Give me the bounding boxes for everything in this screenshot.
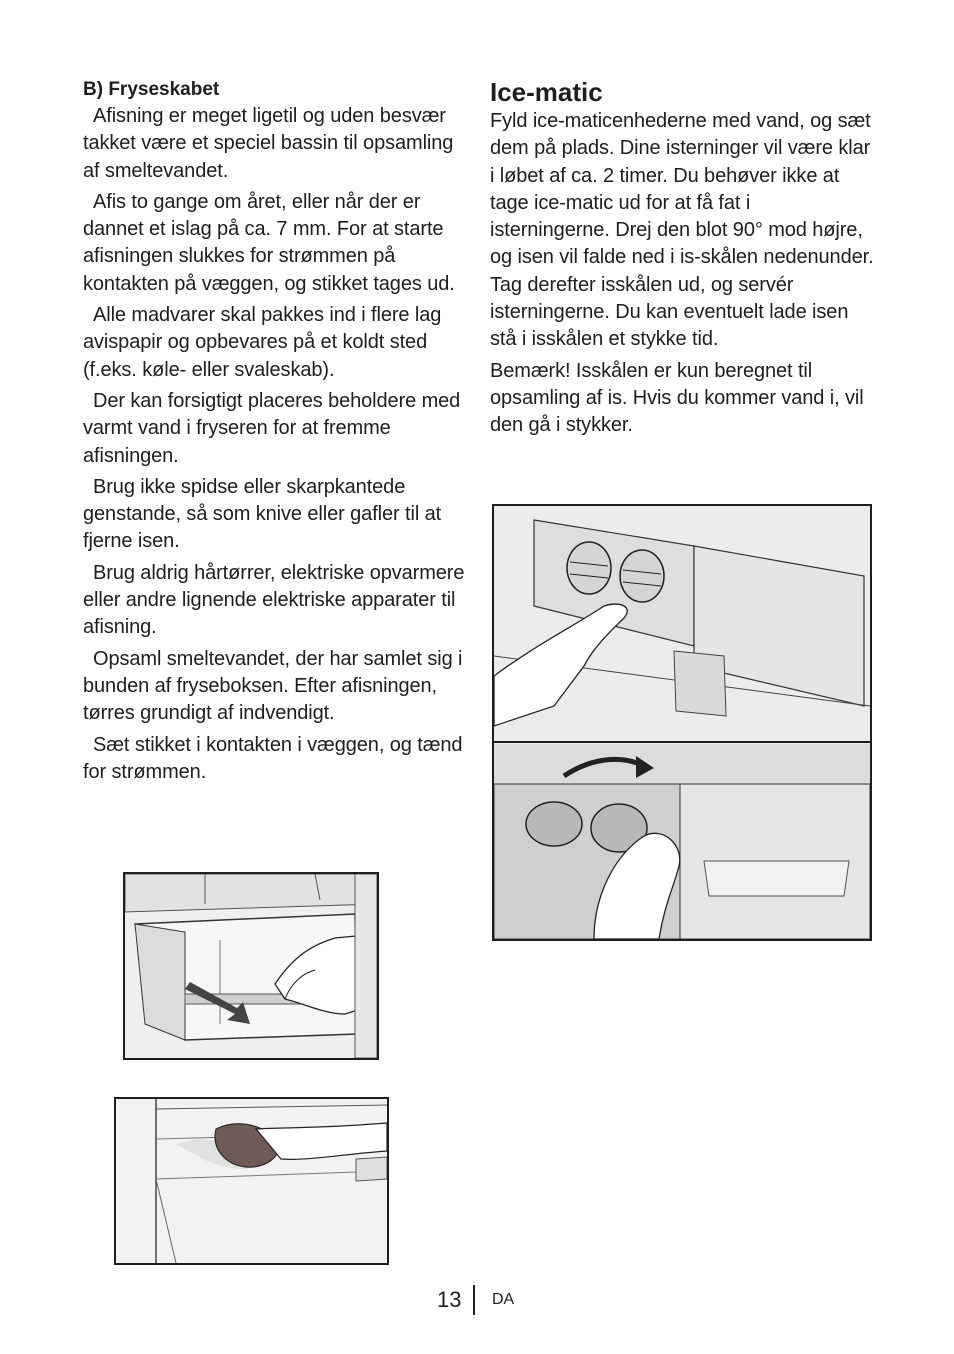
icematic-heading: Ice-matic [490, 77, 603, 107]
drawer-removal-illustration [123, 872, 379, 1060]
freezer-paragraph-6: Brug aldrig hårtørrer, elektriske opvarmere eller andre lignende elektriske apparater til afisning. [83, 561, 465, 639]
freezer-paragraph-8: Sæt stikket i kontakten i væggen, og tænd for strømmen. [83, 733, 463, 783]
freezer-heading: B) Fryseskabet [83, 79, 220, 100]
language-code: DA [492, 1291, 515, 1308]
icematic-paragraph-2: Bemærk! Isskålen er kun beregnet til opsamling af is. Hvis du kommer vand i, vil den gå i stykker. [490, 359, 864, 437]
footer-divider [473, 1285, 475, 1315]
freezer-paragraph-4: Der kan forsigtigt placeres beholdere med varmt vand i fryseren for at fremme afisningen. [83, 389, 461, 467]
freezer-paragraph-3: Alle madvarer skal pakkes ind i flere lag avispapir og opbevares på et koldt sted (f.eks. køle- eller svaleskab). [83, 304, 442, 381]
left-column [83, 76, 468, 790]
freezer-paragraph-1: Afisning er meget ligetil og uden besvær takket være et speciel bassin til opsamling af smeltevandet. [83, 105, 454, 182]
wiping-freezer-illustration [114, 1097, 389, 1265]
icematic-illustration [492, 504, 872, 941]
freezer-paragraph-2: Afis to gange om året, eller når der er dannet et islag på ca. 7 mm. For at starte afisningen slukkes for strømmen på kontakten på væggen, og stikket tages ud. [83, 190, 455, 295]
freezer-paragraph-7: Opsaml smeltevandet, der har samlet sig i bunden af fryseboksen. Efter afisningen, tørres grundigt af indvendigt. [83, 647, 463, 725]
freezer-paragraph-5: Brug ikke spidse eller skarpkantede genstande, så som knive eller gafler til at fjerne isen. [83, 475, 442, 553]
page-footer [0, 1285, 954, 1317]
page-number: 13 [437, 1287, 462, 1312]
right-column [490, 76, 875, 444]
icematic-paragraph-1: Fyld ice-maticenhederne med vand, og sæt dem på plads. Dine isterninger vil være klar i løbet af ca. 2 timer. Du behøver ikke at tage ice-matic ud for at få fat i isterningerne. Drej den blot 90° mod højre, og isen vil falde ned i is-skålen nedenunder. Tag derefter isskålen ud, og servér isterningerne. Du kan eventuelt lade isen stå i isskålen et stykke tid. [490, 110, 874, 351]
